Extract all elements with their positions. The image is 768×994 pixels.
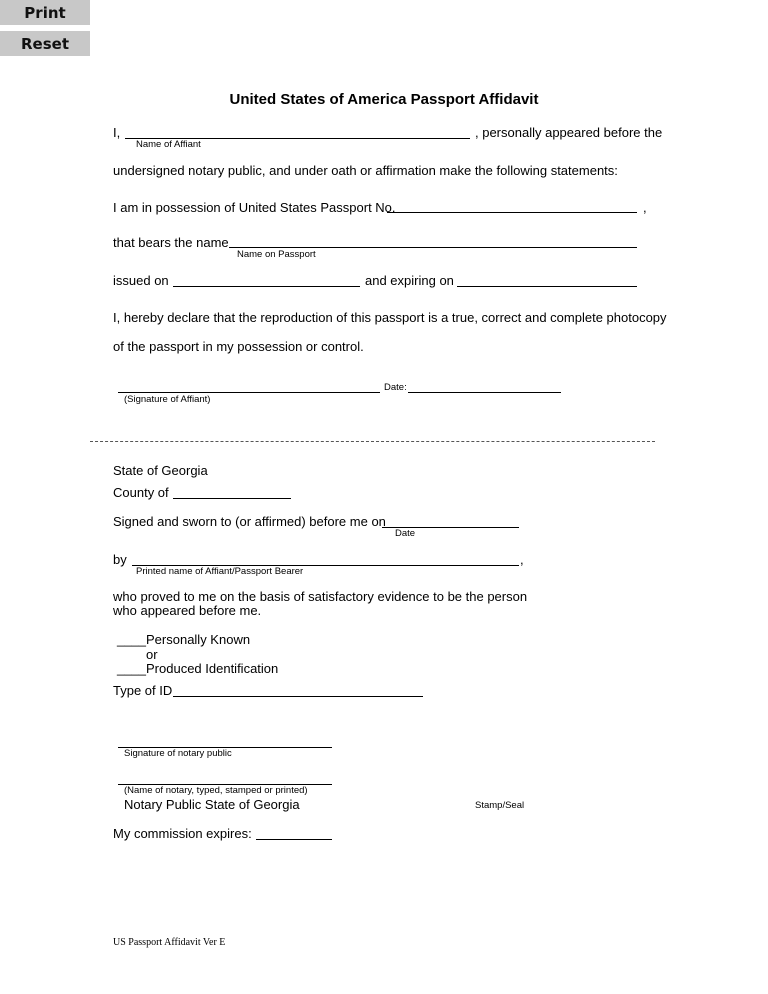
statement-line: undersigned notary public, and under oath or affirmation make the following statements: (113, 163, 618, 178)
personally-known-label: Personally Known (146, 632, 251, 647)
by-label: by (113, 552, 127, 567)
date-label: Date: (384, 382, 407, 393)
footer-version: US Passport Affidavit Ver E (113, 937, 226, 948)
name-on-passport-caption: Name on Passport (237, 249, 316, 260)
or-text: or (146, 647, 158, 662)
page-title: United States of America Passport Affidavit (229, 91, 539, 108)
state-text: State of Georgia (113, 463, 208, 478)
sworn-text: Signed and sworn to (or affirmed) before me on (113, 514, 386, 529)
issued-text: issued on (113, 273, 169, 288)
passport-number-field[interactable] (387, 212, 637, 213)
notary-signature-caption: Signature of notary public (124, 748, 232, 759)
passport-text: I am in possession of United States Passport No. (113, 200, 396, 215)
by-comma: , (520, 552, 524, 567)
notary-name-caption: (Name of notary, typed, stamped or printed) (124, 785, 308, 796)
intro-text: I, (113, 125, 121, 140)
personally-known-checkbox[interactable]: ____ (117, 632, 146, 647)
evidence-line-1: who proved to me on the basis of satisfactory evidence to be the person (113, 589, 528, 604)
issued-date-field[interactable] (173, 286, 360, 287)
appeared-text: , personally appeared before the (475, 125, 663, 140)
expiry-date-field[interactable] (457, 286, 637, 287)
county-field[interactable] (173, 498, 291, 499)
produced-id-checkbox[interactable]: ____ (117, 661, 146, 676)
commission-label: My commission expires: (113, 826, 252, 841)
affiant-signature-caption: (Signature of Affiant) (124, 394, 211, 405)
section-divider (90, 441, 655, 442)
declare-line-1: I, hereby declare that the reproduction of this passport is a true, correct and complete photocopy (113, 310, 667, 325)
commission-date-field[interactable] (256, 839, 332, 840)
reset-button[interactable]: Reset (0, 31, 90, 56)
affiant-date-field[interactable] (408, 392, 561, 393)
sworn-date-caption: Date (395, 528, 416, 539)
declare-line-2: of the passport in my possession or control. (113, 339, 364, 354)
expiring-text: and expiring on (365, 273, 454, 288)
printed-name-caption: Printed name of Affiant/Passport Bearer (136, 566, 304, 577)
bears-text: that bears the name (113, 235, 229, 250)
notary-state-text: Notary Public State of Georgia (124, 797, 300, 812)
passport-comma: , (643, 200, 647, 215)
type-of-id-label: Type of ID (113, 683, 173, 698)
print-button[interactable]: Print (0, 0, 90, 25)
name-on-passport-field[interactable] (229, 247, 637, 248)
affiant-name-caption: Name of Affiant (136, 139, 201, 150)
county-label: County of (113, 485, 169, 500)
stamp-seal-text: Stamp/Seal (475, 800, 525, 811)
type-of-id-field[interactable] (173, 696, 423, 697)
affiant-signature-field[interactable] (118, 392, 380, 393)
evidence-line-2: who appeared before me. (113, 603, 262, 618)
produced-id-label: Produced Identification (146, 661, 279, 676)
